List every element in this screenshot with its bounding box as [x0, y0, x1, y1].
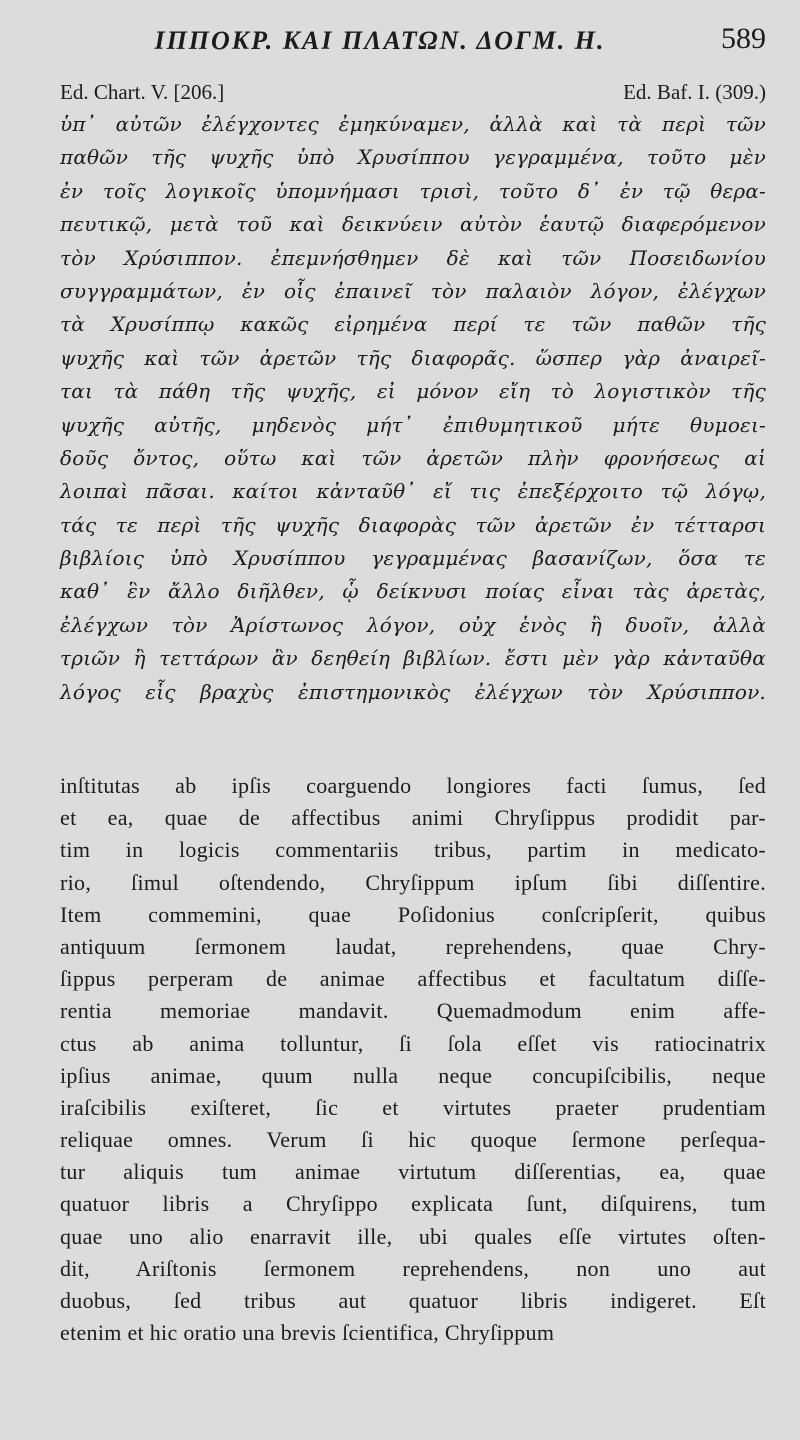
greek-line: τὰ Χρυσίππῳ κακῶς εἰρημένα περί τε τῶν παθῶν τῆς [60, 312, 766, 337]
latin-line: ſippus perperam de animae affectibus et facultatum diſſe- [60, 966, 766, 992]
page-number: 589 [721, 22, 766, 55]
greek-line: ψυχῆς καὶ τῶν ἀρετῶν τῆς διαφορᾶς. ὥσπερ γὰρ ἀναιρεῖ- [60, 345, 766, 370]
edition-references [60, 80, 766, 108]
latin-line: etenim et hic oratio una brevis ſcientifica, Chryſippum [60, 1320, 555, 1346]
latin-line: ctus ab anima tolluntur, ſi ſola eſſet vis ratiocinatrix [60, 1030, 766, 1056]
greek-line: ται τὰ πάθη τῆς ψυχῆς, εἰ μόνον εἴη τὸ λογιστικὸν τῆς [60, 379, 766, 404]
latin-line: duobus, ſed tribus aut quatuor libris indigeret. Eſt [60, 1288, 766, 1313]
greek-line: τὸν Χρύσιππον. ἐπεμνήσθημεν δὲ καὶ τῶν Ποσειδωνίου [60, 245, 766, 270]
greek-line: τριῶν ἢ τεττάρων ἂν δεηθείη βιβλίων. ἔστι μὲν γὰρ κἀνταῦθα [60, 646, 766, 671]
latin-text [60, 770, 766, 1349]
latin-line: rentia memoriae mandavit. Quemadmodum enim affe- [60, 998, 766, 1024]
latin-line: quae uno alio enarravit ille, ubi quales eſſe virtutes oſten- [60, 1223, 766, 1249]
greek-line: συγγραμμάτων, ἐν οἷς ἐπαινεῖ τὸν παλαιὸν λόγον, ἐλέγχων [60, 278, 766, 303]
latin-line: dit, Ariſtonis ſermonem reprehendens, non uno aut [60, 1255, 766, 1281]
latin-line: iraſcibilis exiſteret, ſic et virtutes praeter prudentiam [60, 1094, 766, 1120]
latin-line: tim in logicis commentariis tribus, partim in medicato- [60, 837, 766, 863]
latin-line: et ea, quae de affectibus animi Chryſippus prodidit par- [60, 805, 766, 831]
latin-line: inſtitutas ab ipſis coarguendo longiores facti ſumus, ſed [60, 773, 766, 798]
greek-line: ἐν τοῖς λογικοῖς ὑπομνήμασι τρισὶ, τοῦτο δ᾽ ἐν τῷ θερα- [60, 178, 766, 203]
latin-line: antiquum ſermonem laudat, reprehendens, quae Chry- [60, 933, 766, 959]
greek-line: λοιπαὶ πᾶσαι. καίτοι κἀνταῦθ᾽ εἴ τις ἐπεξέρχοιτο τῷ λόγῳ, [60, 479, 766, 504]
latin-line: reliquae omnes. Verum ſi hic quoque ſermone perſequa- [60, 1127, 766, 1153]
greek-line: βιβλίοις ὑπὸ Χρυσίππου γεγραμμένας βασανίζων, ὅσα τε [60, 546, 766, 571]
greek-line: ὑπ᾽ αὐτῶν ἐλέγχοντες ἐμηκύναμεν, ἀλλὰ καὶ τὰ περὶ τῶν [60, 112, 766, 136]
latin-line: ipſius animae, quum nulla neque concupiſcibilis, neque [60, 1062, 766, 1088]
latin-line: tur aliquis tum animae virtutum diſſerentias, ea, quae [60, 1159, 766, 1185]
greek-line: ἐλέγχων τὸν Ἀρίστωνος λόγον, οὐχ ἑνὸς ἢ δυοῖν, ἀλλὰ [60, 612, 766, 637]
greek-line: λόγος εἷς βραχὺς ἐπιστημονικὸς ἐλέγχων τὸν Χρύσιππον. [60, 679, 766, 704]
greek-line: παθῶν τῆς ψυχῆς ὑπὸ Χρυσίππου γεγραμμένα, τοῦτο μὲν [60, 145, 766, 170]
latin-line: Item commemini, quae Poſidonius conſcripſerit, quibus [60, 901, 766, 927]
running-title: ΙΠΠΟΚΡ. ΚΑΙ ΠΛΑΤΩΝ. ΔΟΓΜ. Η. [154, 26, 606, 55]
greek-line: τάς τε περὶ τῆς ψυχῆς διαφορὰς τῶν ἀρετῶν ἐν τέτταρσι [60, 512, 766, 537]
edition-reference-basel: Ed. Baf. I. (309.) [623, 80, 766, 104]
latin-line: rio, ſimul oſtendendo, Chryſippum ipſum ſibi diſſentire. [60, 869, 766, 895]
greek-line: ψυχῆς αὐτῆς, μηδενὸς μήτ᾽ ἐπιθυμητικοῦ μήτε θυμοει- [60, 412, 766, 437]
greek-line: καθ᾽ ἓν ἄλλο διῆλθεν, ᾧ δείκνυσι ποίας εἶναι τὰς ἀρετὰς, [60, 579, 766, 604]
greek-line: πευτικῷ, μετὰ τοῦ καὶ δεικνύειν αὐτὸν ἑαυτῷ διαφερόμενον [60, 212, 766, 237]
greek-text [60, 108, 766, 709]
running-head [0, 22, 800, 66]
greek-line: δοῦς ὄντος, οὕτω καὶ τῶν ἀρετῶν πλὴν φρονήσεως αἱ [60, 445, 766, 470]
edition-reference-chart: Ed. Chart. V. [206.] [60, 80, 225, 104]
latin-line: quatuor libris a Chryſippo explicata ſunt, diſquirens, tum [60, 1191, 766, 1217]
